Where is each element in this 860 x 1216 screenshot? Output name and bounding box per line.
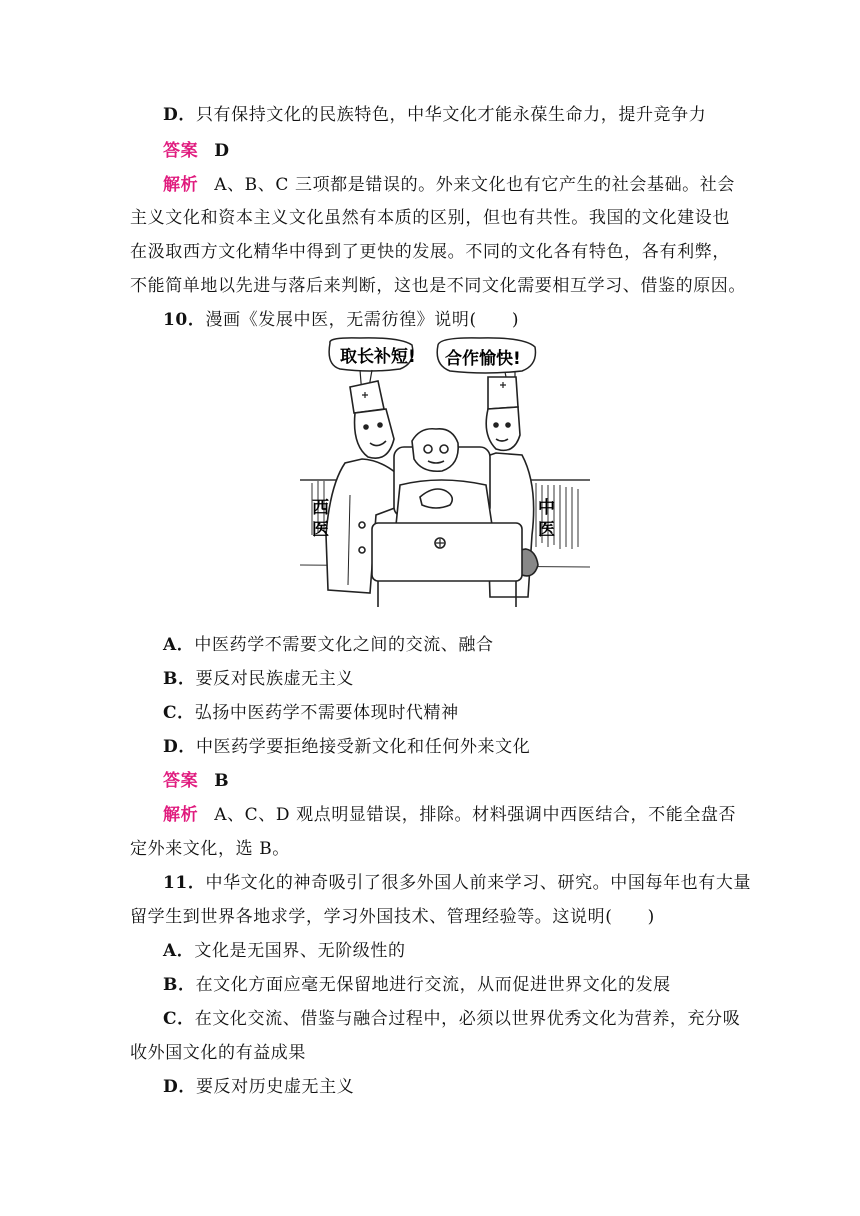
prev-analysis-line-2: 主义文化和资本主义文化虽然有本质的区别，但也有共性。我国的文化建设也 <box>130 208 730 228</box>
option-text: 在文化交流、借鉴与融合过程中，必须以世界优秀文化为营养，充分吸 <box>194 1009 741 1029</box>
q10-option-b <box>163 667 354 691</box>
option-text: 要反对历史虚无主义 <box>195 1077 355 1097</box>
label-chinese-1: 中 <box>538 498 555 518</box>
q11-option-c-line-2: 收外国文化的有益成果 <box>130 1043 306 1063</box>
option-text: 要反对民族虚无主义 <box>195 669 354 689</box>
bubble-left-text: 取长补短! <box>340 347 416 367</box>
q11-option-d <box>163 1075 354 1099</box>
option-letter: D． <box>163 1077 196 1097</box>
prev-analysis-line-3: 在汲取西方文化精华中得到了更快的发展。不同的文化各有特色，各有利弊， <box>130 242 730 262</box>
label-western-2: 医 <box>312 520 329 540</box>
option-letter: C． <box>163 703 195 723</box>
analysis-text: A、C、D 观点明显错误，排除。材料强调中西医结合，不能全盘否 <box>214 805 737 825</box>
analysis-label: 解析 <box>163 805 199 825</box>
cartoon-illustration <box>300 335 590 620</box>
option-text: 弘扬中医药学不需要体现时代精神 <box>194 703 459 723</box>
answer-value: B <box>214 771 230 791</box>
label-chinese-2: 医 <box>538 520 555 540</box>
q10-analysis-line-1 <box>163 803 737 827</box>
option-letter: B． <box>163 975 196 995</box>
option-letter: C． <box>163 1009 195 1029</box>
answer-value: D <box>214 141 230 161</box>
question-text: 漫画《发展中医，无需彷徨》说明( ) <box>205 310 520 330</box>
label-western-1: 西 <box>312 498 329 518</box>
q10-stem <box>163 308 519 332</box>
answer-label: 答案 <box>163 141 199 161</box>
option-letter: B． <box>163 669 196 689</box>
option-letter: D． <box>163 737 196 757</box>
bubble-right-text: 合作愉快! <box>445 349 521 369</box>
option-letter: D． <box>163 105 196 125</box>
analysis-text: A、B、C 三项都是错误的。外来文化也有它产生的社会基础。社会 <box>214 175 735 195</box>
q10-answer <box>163 769 229 793</box>
prev-analysis-line-1 <box>163 173 735 197</box>
option-letter: A． <box>163 635 195 655</box>
q10-option-d <box>163 735 530 759</box>
question-number: 10． <box>163 310 206 330</box>
option-text: 在文化方面应毫无保留地进行交流，从而促进世界文化的发展 <box>195 975 671 995</box>
prev-analysis-line-4: 不能简单地以先进与落后来判断，这也是不同文化需要相互学习、借鉴的原因。 <box>130 276 746 296</box>
q11-stem-line-2: 留学生到世界各地求学，学习外国技术、管理经验等。这说明( ) <box>130 907 655 927</box>
question-number: 11． <box>163 873 206 893</box>
q10-option-a <box>163 633 494 657</box>
prev-option-d <box>163 103 706 127</box>
option-text: 文化是无国界、无阶级性的 <box>194 941 406 961</box>
option-text: 中医药学要拒绝接受新文化和任何外来文化 <box>195 737 531 757</box>
prev-answer <box>163 139 230 163</box>
q11-option-b <box>163 973 671 997</box>
option-text: 只有保持文化的民族特色，中华文化才能永葆生命力，提升竞争力 <box>195 105 707 125</box>
analysis-label: 解析 <box>163 175 199 195</box>
q10-option-c <box>163 701 459 725</box>
option-text: 中医药学不需要文化之间的交流、融合 <box>194 635 494 655</box>
option-letter: A． <box>163 941 195 961</box>
q11-option-a <box>163 939 406 963</box>
q11-option-c-line-1 <box>163 1007 741 1031</box>
q10-analysis-line-2: 定外来文化，选 B。 <box>130 839 290 859</box>
question-text: 中华文化的神奇吸引了很多外国人前来学习、研究。中国每年也有大量 <box>205 873 752 893</box>
answer-label: 答案 <box>163 771 199 791</box>
q11-stem-line-1 <box>163 871 752 895</box>
